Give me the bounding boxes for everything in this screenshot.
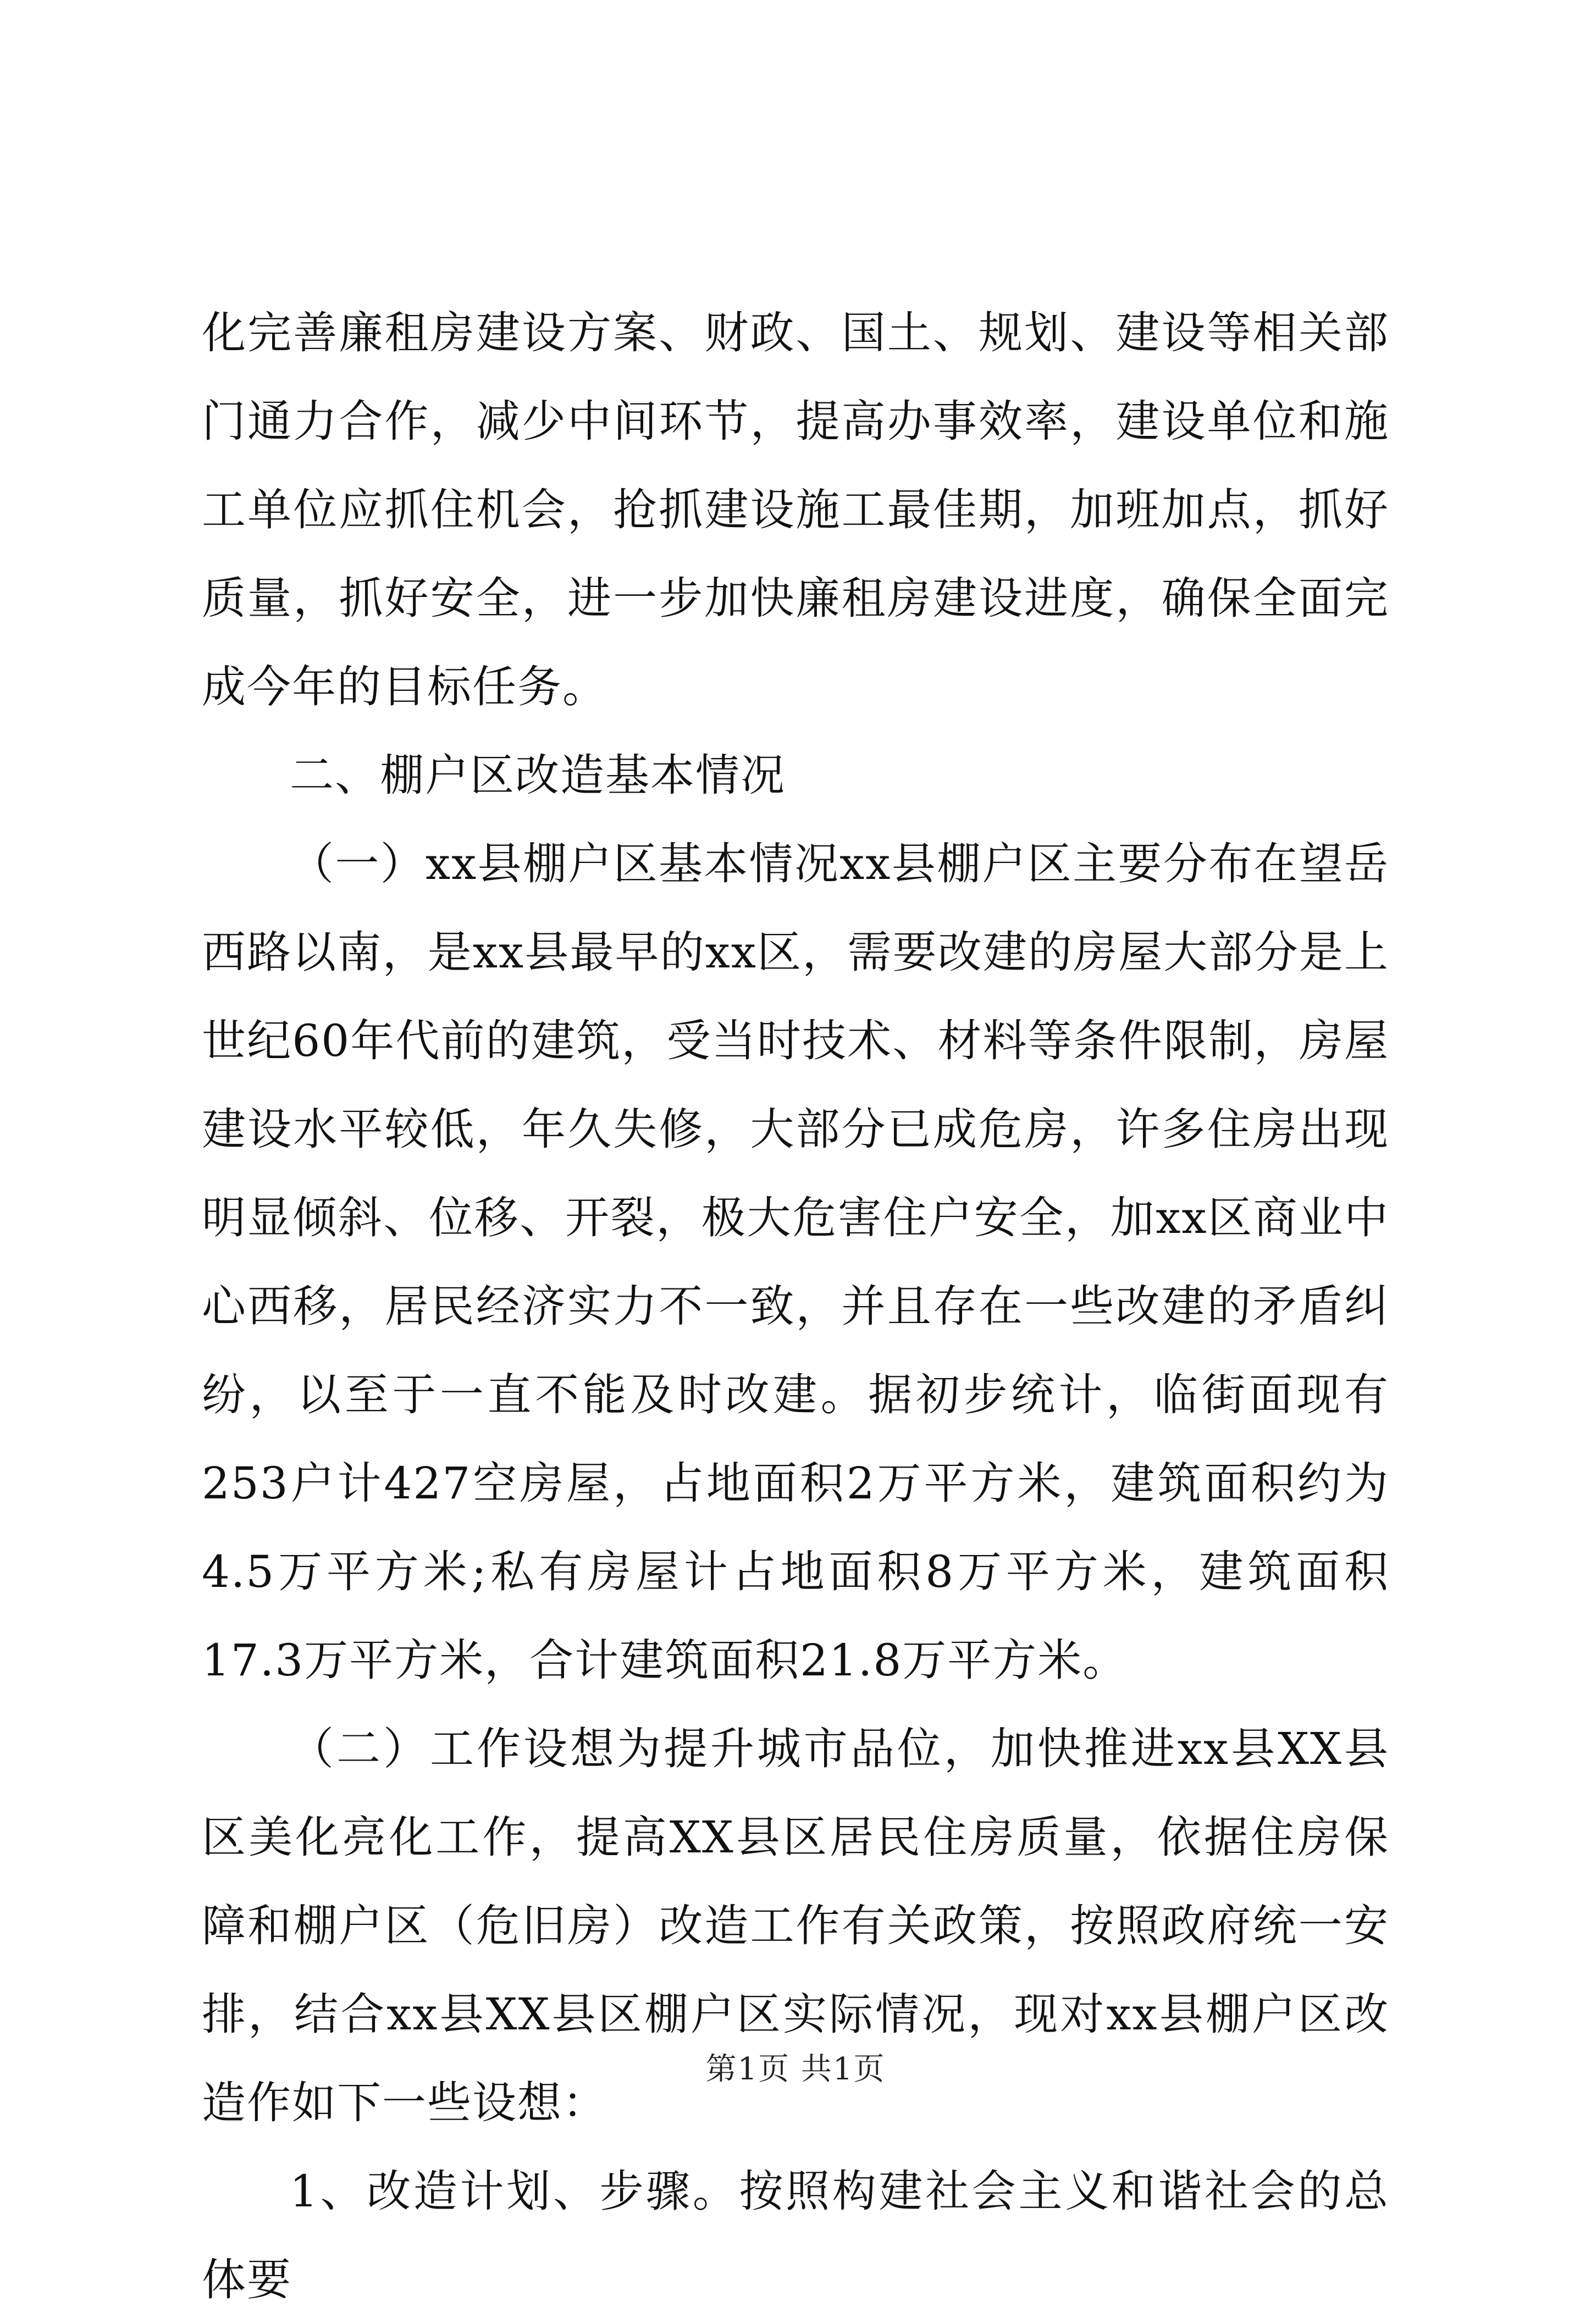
paragraph-plan-steps: 1、改造计划、步骤。按照构建社会主义和谐社会的总体要 [202, 2166, 1389, 2305]
page-footer: 第1页 共1页 [705, 2051, 886, 2087]
paragraph-basic-situation: （一）xx县棚户区基本情况xx县棚户区主要分布在望岳西路以南，是xx县最早的xx区，需要改建的房屋大部分是上世纪60年代前的建筑，受当时技术、材料等条件限制，房屋建设水平较低，年久失修，大部分已成危房，许多住房出现明显倾斜、位移、开裂，极大危害住户安全，加xx区商业中心西移，居民经济实力不一致，并且存在一些改建的矛盾纠纷，以至于一直不能及时改建。据初步统计，临街面现有253户计427空房屋，占地面积2万平方米，建筑面积约为4.5万平方米;私有房屋计占地面积8万平方米，建筑面积17.3万平方米，合计建筑面积21.8万平方米。 [202, 838, 1389, 1686]
section-heading: 二、棚户区改造基本情况 [290, 750, 786, 801]
paragraph-continuation: 化完善廉租房建设方案、财政、国土、规划、建设等相关部门通力合作，减少中间环节，提高办事效率，建设单位和施工单位应抓住机会，抢抓建设施工最佳期，加班加点，抓好质量，抓好安全，进一步加快廉租房建设进度，确保全面完成今年的目标任务。 [202, 307, 1389, 712]
document-body [202, 289, 1389, 2324]
paragraph-work-plan: （二）工作设想为提升城市品位，加快推进xx县XX县区美化亮化工作，提高XX县区居民住房质量，依据住房保障和棚户区（危旧房）改造工作有关政策，按照政府统一安排，结合xx县XX县区棚户区实际情况，现对xx县棚户区改造作如下一些设想： [202, 1723, 1389, 2128]
